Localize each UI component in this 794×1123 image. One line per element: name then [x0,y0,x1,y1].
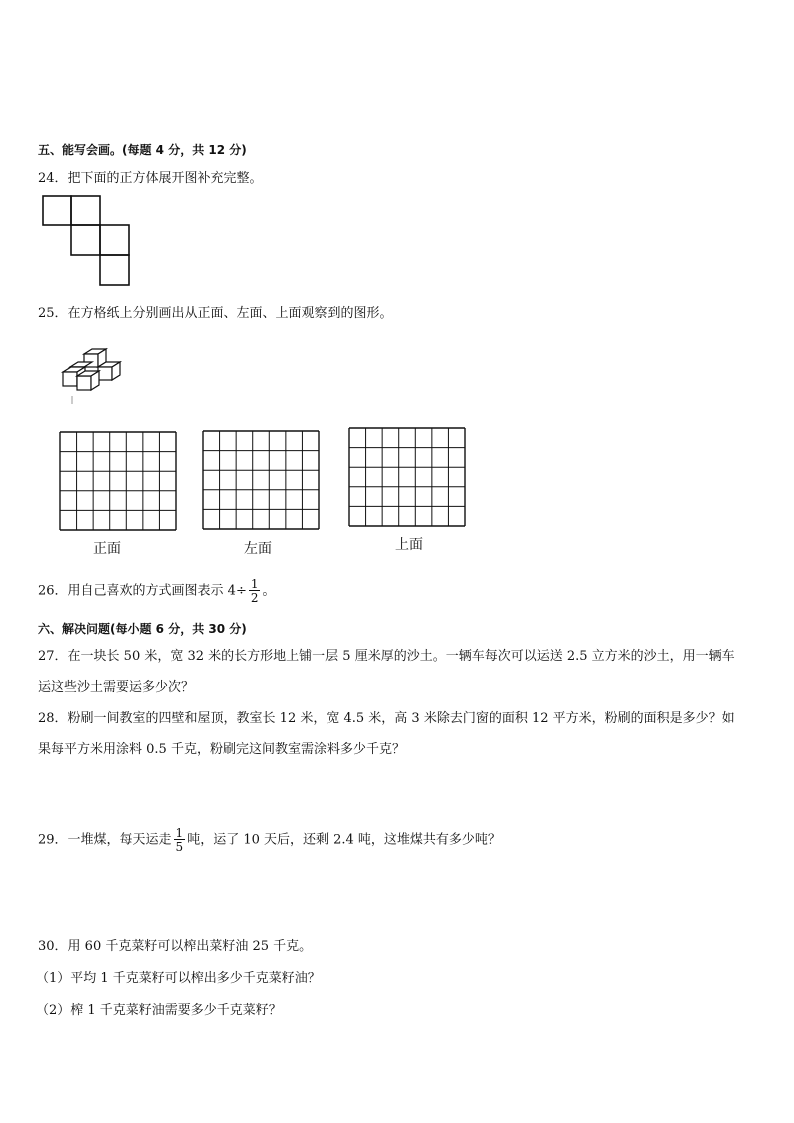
question-27-line-2: 运这些沙土需要运多少次？ [38,680,195,695]
fraction-one-half [249,578,261,604]
question-30-sub-1: （1）平均 1 千克菜籽可以榨出多少千克菜籽油？ [36,971,321,986]
fraction-numerator: 1 [175,826,184,840]
section-6-title: 六、解决问题(每小题 6 分，共 30 分) [38,622,247,636]
question-27-line-1: 27．在一块长 50 米，宽 32 米的长方形地上铺一层 5 厘米厚的沙土。一辆车每次可以运送 2.5 立方米的沙土，用一辆车 [38,649,735,664]
grid-left[interactable] [202,430,320,530]
question-26-text: 26．用自己喜欢的方式画图表示 4÷ [38,583,247,599]
question-29-suffix: 吨，运了 10 天后，还剩 2.4 吨，这堆煤共有多少吨？ [187,832,501,848]
section-5-title: 五、能写会画。(每题 4 分，共 12 分) [38,143,247,157]
grid-top[interactable] [348,427,466,527]
question-28-line-1: 28．粉刷一间教室的四壁和屋顶，教室长 12 米，宽 4.5 米，高 3 米除去门窗的面积 12 平方米，粉刷的面积是多少？如 [38,711,735,726]
fraction-numerator: 1 [250,577,259,591]
question-26 [38,578,276,604]
question-30-sub-2: （2）榨 1 千克菜籽油需要多少千克菜籽？ [36,1003,282,1018]
question-26-suffix: 。 [262,583,276,599]
question-30: 30．用 60 千克菜籽可以榨出菜籽油 25 千克。 [38,939,313,954]
fraction-denominator: 2 [250,591,259,605]
fraction-denominator: 5 [175,840,184,854]
grid-label-left: 左面 [244,541,272,557]
grid-label-top: 上面 [395,537,423,553]
grid-label-front: 正面 [93,541,121,557]
grid-front[interactable] [59,431,177,531]
question-25: 25．在方格纸上分别画出从正面、左面、上面观察到的图形。 [38,306,393,321]
cube-net-figure [42,195,132,287]
fraction-one-fifth [174,827,186,853]
question-28-line-2: 果每平方米用涂料 0.5 千克，粉刷完这间教室需涂料多少千克？ [38,742,405,757]
question-24: 24．把下面的正方体展开图补充完整。 [38,171,263,186]
cube-stack-figure [60,348,130,406]
question-29-text: 29．一堆煤，每天运走 [38,832,172,848]
question-29 [38,827,501,853]
